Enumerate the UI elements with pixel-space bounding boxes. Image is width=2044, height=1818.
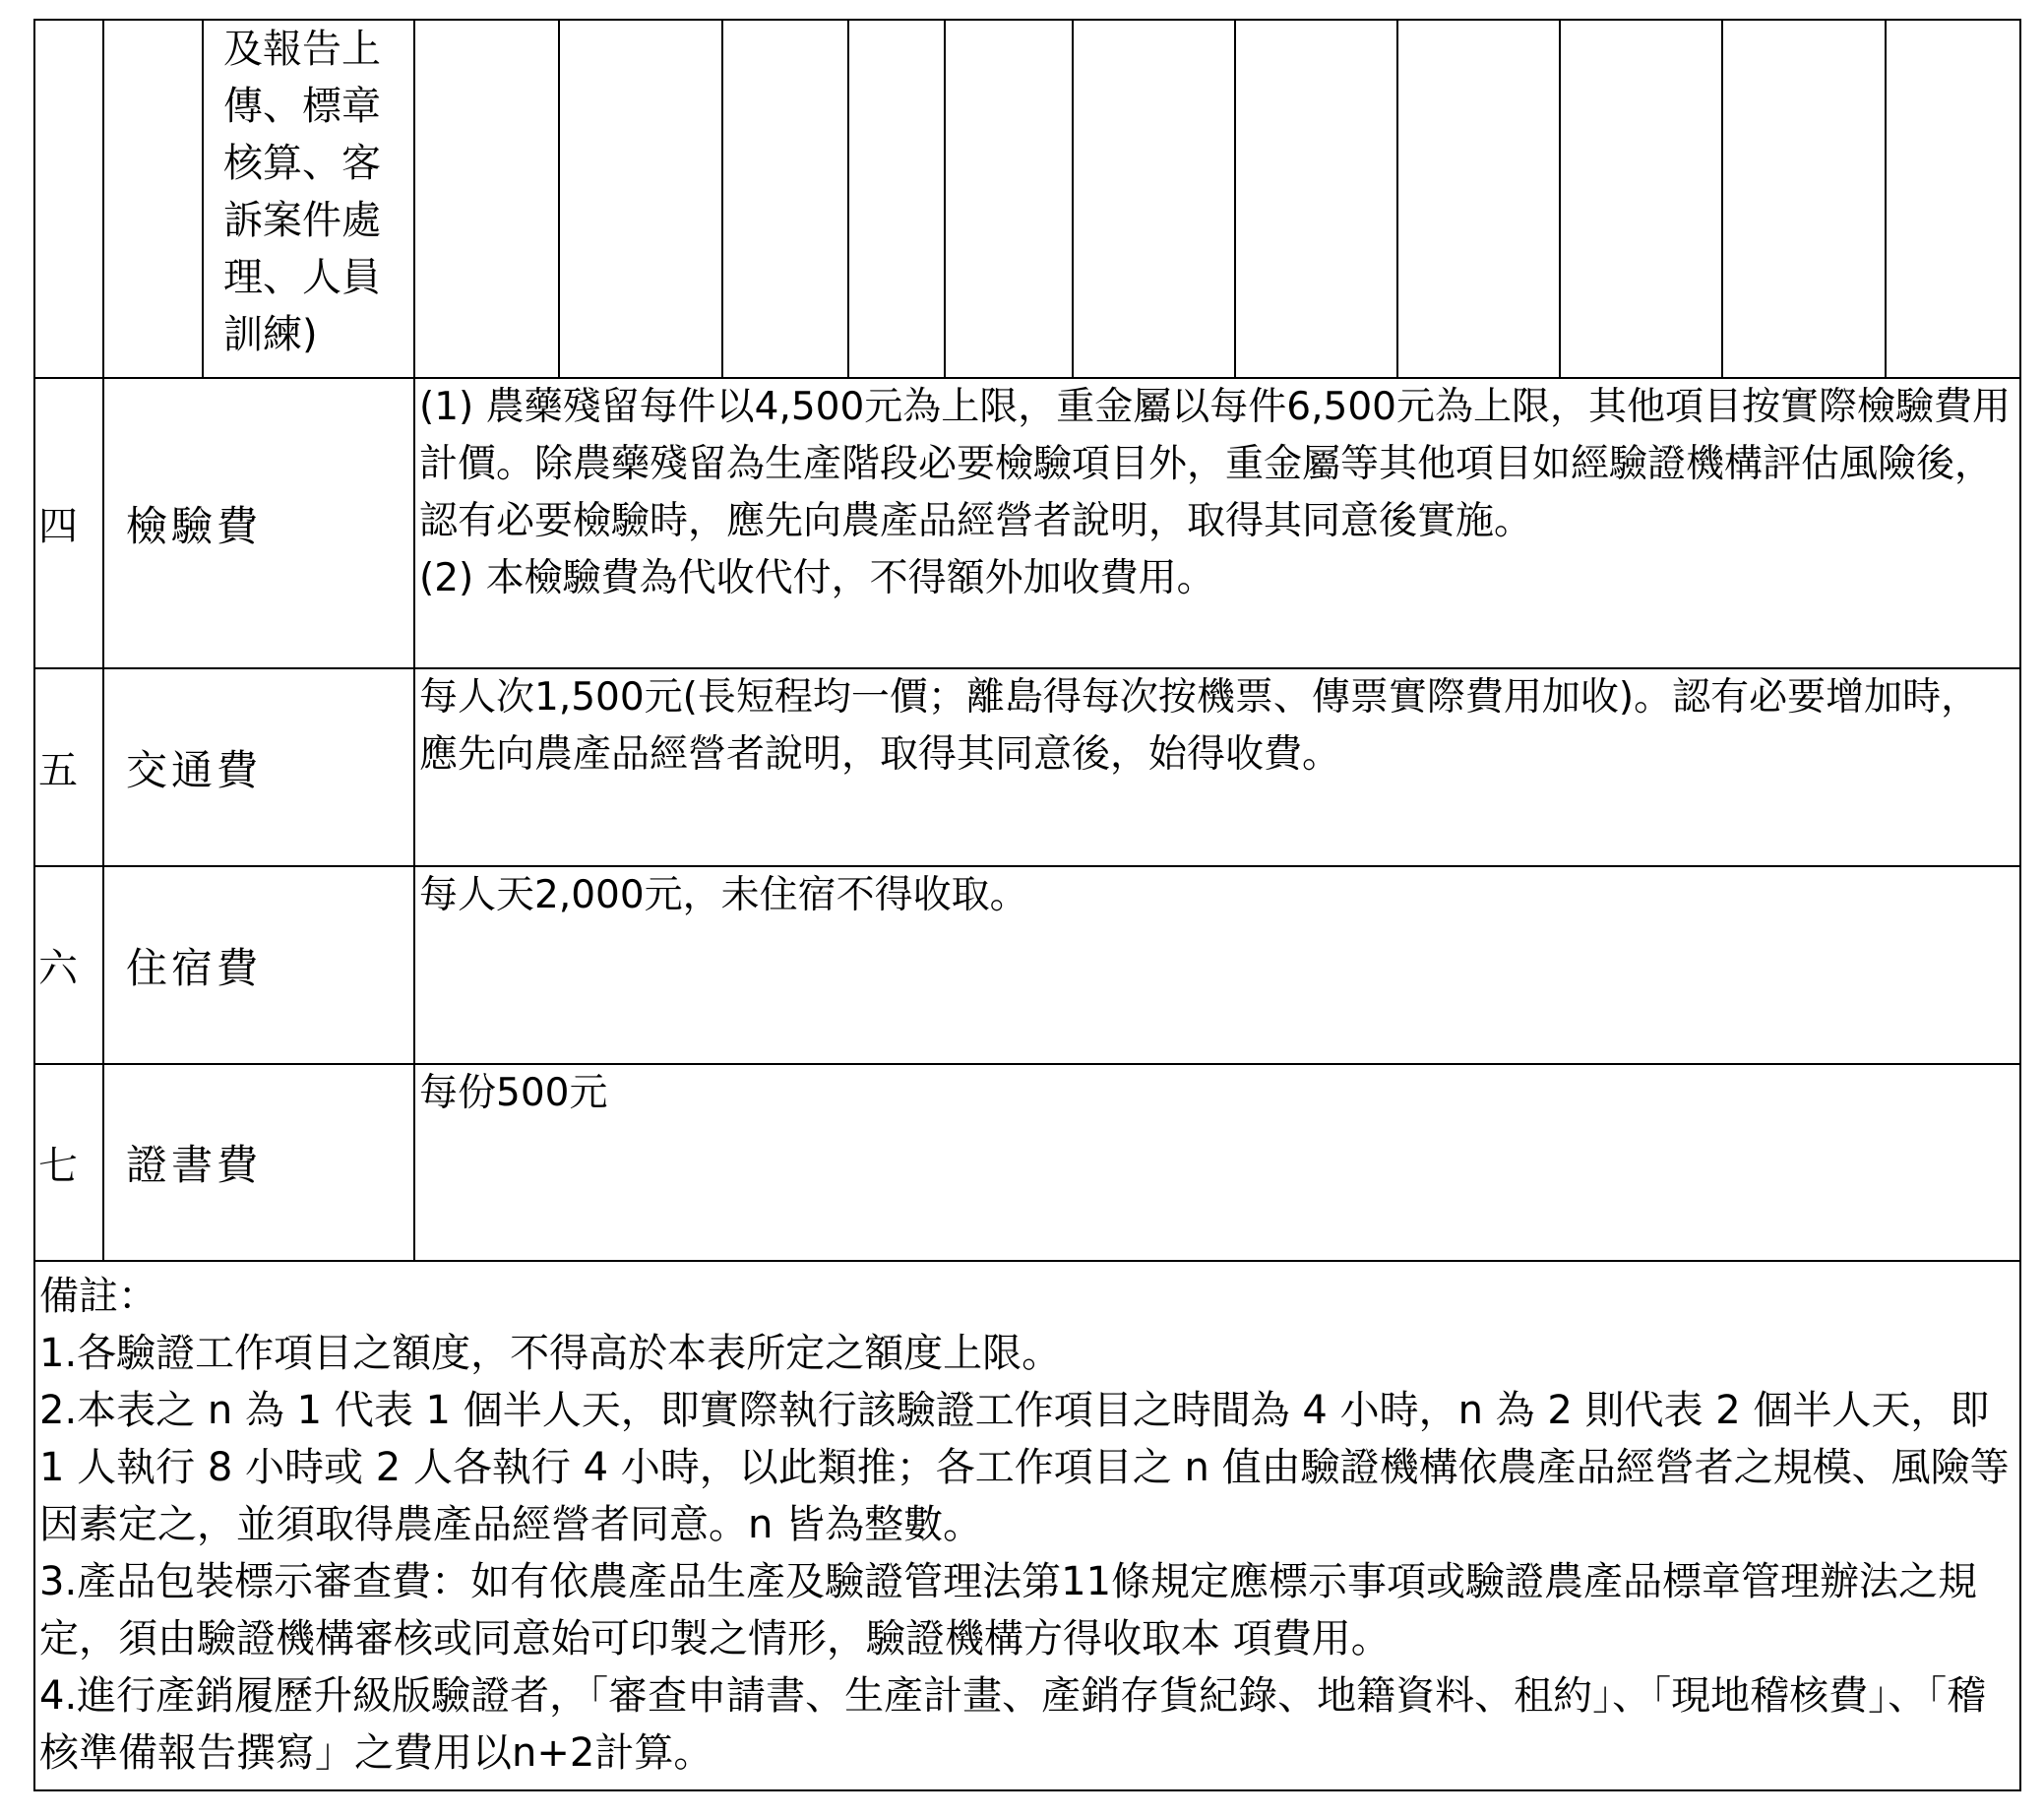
table-row-remarks [34, 1261, 2020, 1790]
top-category-cell [103, 20, 203, 378]
top-value-cell [559, 20, 722, 378]
top-value-cell [722, 20, 848, 378]
fee-description-line: 每人天2,000元，未住宿不得收取。 [419, 873, 1028, 917]
top-value-cell [414, 20, 559, 378]
top-value-cell [848, 20, 945, 378]
table-row-lodging-fee [34, 866, 2020, 1064]
row-number: 五 [34, 668, 103, 866]
top-item-text: 及報告上傳、標章核算、客訴案件處理、人員訓練) [223, 27, 381, 357]
table-row-transport-fee [34, 668, 2020, 866]
row-number: 六 [34, 866, 103, 1064]
remark-item: 2.本表之 n 為 1 代表 1 個半人天，即實際執行該驗證工作項目之時間為 4 小時，n 為 2 則代表 2 個半人天，即 1 人執行 8 小時或 2 人各執行 4 小時，以此類推；各工作項目之 n 值由驗證機構依農產品經營者之規模、風險等因素定之，並須取得農產品經營者同意。n 皆為整數。 [39, 1388, 2010, 1547]
top-num-cell [34, 20, 103, 378]
table-row-continued [34, 20, 2020, 378]
fee-description-line: (1) 農藥殘留每件以4,500元為上限，重金屬以每件6,500元為上限，其他項目按實際檢驗費用計價。除農藥殘留為生產階段必要檢驗項目外，重金屬等其他項目如經驗證機構評估風險後，認有必要檢驗時，應先向農產品經營者說明，取得其同意後實施。 [419, 385, 2011, 543]
fee-description-line: (2) 本檢驗費為代收代付，不得額外加收費用。 [419, 556, 1215, 600]
fee-description [414, 668, 2020, 866]
row-number: 四 [34, 378, 103, 668]
table-row-inspection-fee [34, 378, 2020, 668]
top-value-cell [1886, 20, 2020, 378]
top-value-cell [945, 20, 1073, 378]
top-item-cell [203, 20, 414, 378]
fee-table [33, 19, 2021, 1791]
remarks-cell [34, 1261, 2020, 1790]
table-row-certificate-fee [34, 1064, 2020, 1261]
remark-item: 3.產品包裝標示審查費：如有依農產品生產及驗證管理法第11條規定應標示事項或驗證農產品標章管理辦法之規定，須由驗證機構審核或同意始可印製之情形，驗證機構方得收取本 項費用。 [39, 1559, 1978, 1661]
top-value-cell [1073, 20, 1235, 378]
fee-description-line: 每份500元 [419, 1071, 608, 1115]
remarks-title: 備註： [39, 1274, 157, 1319]
remark-item: 1.各驗證工作項目之額度，不得高於本表所定之額度上限。 [39, 1331, 1062, 1376]
fee-description [414, 378, 2020, 668]
top-value-cell [1560, 20, 1722, 378]
fee-description-line: 每人次1,500元(長短程均一價；離島得每次按機票、傳票實際費用加收)。認有必要增加時，應先向農產品經營者說明，取得其同意後，始得收費。 [419, 675, 1980, 777]
fee-name: 住宿費 [103, 866, 414, 1064]
fee-name: 檢驗費 [103, 378, 414, 668]
remark-item: 4.進行產銷履歷升級版驗證者，「審查申請書、生產計畫、產銷存貨紀錄、地籍資料、租約」、「現地稽核費」、「稽核準備報告撰寫」之費用以n+2計算。 [39, 1673, 1987, 1776]
top-value-cell [1722, 20, 1886, 378]
top-value-cell [1235, 20, 1397, 378]
fee-name: 交通費 [103, 668, 414, 866]
fee-name: 證書費 [103, 1064, 414, 1261]
fee-description [414, 866, 2020, 1064]
top-value-cell [1397, 20, 1560, 378]
fee-description [414, 1064, 2020, 1261]
row-number: 七 [34, 1064, 103, 1261]
